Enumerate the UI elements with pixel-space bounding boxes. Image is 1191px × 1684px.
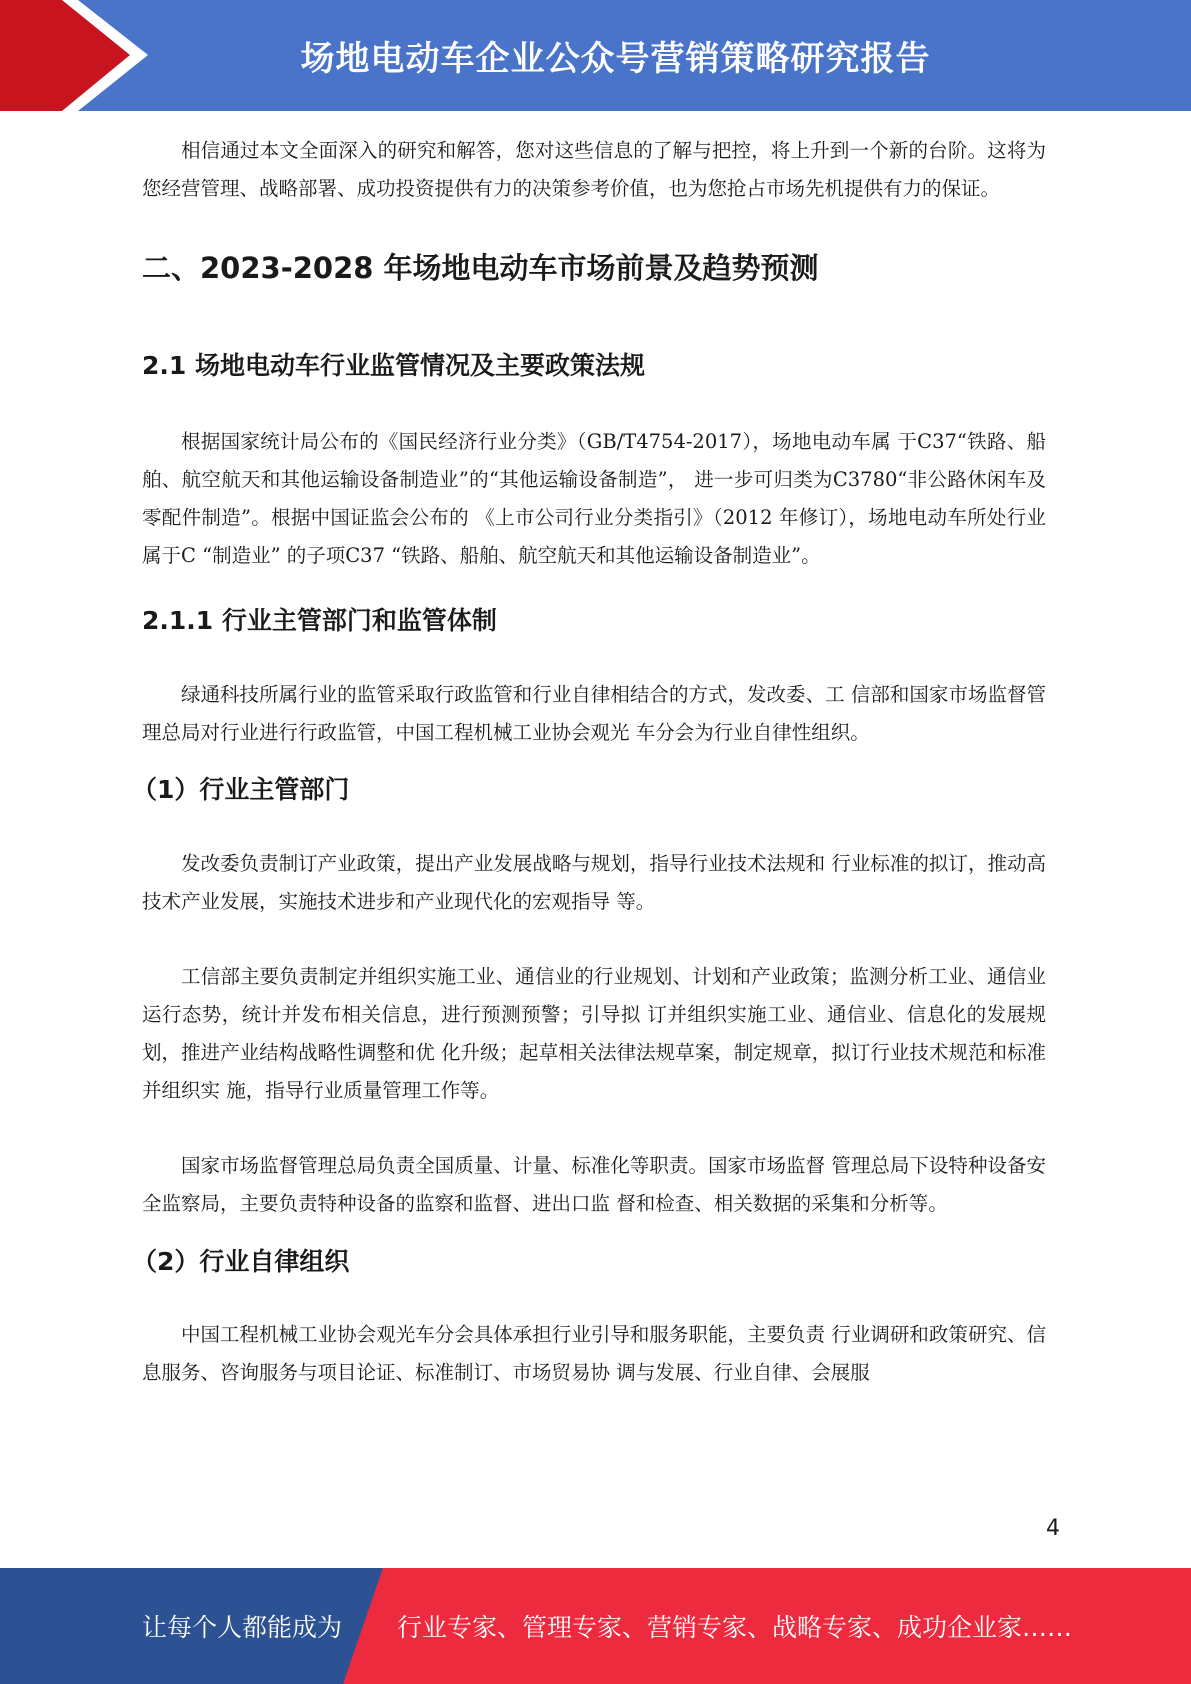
subsection-2-1-1-heading: 2.1.1 行业主管部门和监管体制 [142, 606, 497, 635]
item-2-paragraph: 中国工程机械工业协会观光车分会具体承担行业引导和服务职能，主要负责 行业调研和政策研究、信息服务、咨询服务与项目论证、标准制订、市场贸易协 调与发展、行业自律、会展服 [142, 1323, 1046, 1384]
section-heading: 二、2023-2028 年场地电动车市场前景及趋势预测 [142, 251, 819, 285]
intro-paragraph: 相信通过本文全面深入的研究和解答，您对这些信息的了解与把控，将上升到一个新的台阶。这将为您经营管理、战略部署、成功投资提供有力的决策参考价值，也为您抢占市场先机提供有力的保证。 [142, 139, 1046, 200]
report-title: 场地电动车企业公众号营销策略研究报告 [300, 39, 931, 79]
item-2-heading: （2）行业自律组织 [132, 1247, 350, 1276]
item-1-paragraph-2: 工信部主要负责制定并组织实施工业、通信业的行业规划、计划和产业政策；监测分析工业、通信业运行态势，统计并发布相关信息，进行预测预警；引导拟 订并组织实施工业、通信业、信息化的发展规划，推进产业结构战略性调整和优 化升级；起草相关法律法规草案，制定规章，拟订行业技术规范和标准并组织实 施，指导行业质量管理工作等。 [142, 965, 1046, 1102]
item-1-paragraph-3: 国家市场监督管理总局负责全国质量、计量、标准化等职责。国家市场监督 管理总局下设特种设备安全监察局，主要负责特种设备的监察和监督、进出口监 督和检查、相关数据的采集和分析等。 [142, 1154, 1046, 1215]
footer-slogan-left: 让每个人都能成为 [142, 1613, 343, 1642]
subsection-2-1-heading: 2.1 场地电动车行业监管情况及主要政策法规 [142, 351, 645, 380]
subsection-2-1-1-paragraph: 绿通科技所属行业的监管采取行政监管和行业自律相结合的方式，发改委、工 信部和国家市场监督管理总局对行业进行行政监管，中国工程机械工业协会观光 车分会为行业自律性组织。 [142, 683, 1046, 744]
footer-banner [0, 1568, 1191, 1684]
page-number: 4 [1046, 1516, 1060, 1541]
footer-slogan-right: 行业专家、管理专家、营销专家、战略专家、成功企业家…… [397, 1613, 1073, 1642]
subsection-2-1-paragraph: 根据国家统计局公布的《国民经济行业分类》（GB/T4754-2017），场地电动车属 于C37“铁路、船舶、航空航天和其他运输设备制造业”的“其他运输设备制造”， 进一步可归类为C3780“非公路休闲车及零配件制造”。根据中国证监会公布的 《上市公司行业分类指引》（2012 年修订），场地电动车所处行业属于C “制造业” 的子项C37 “铁路、船舶、航空航天和其他运输设备制造业”。 [142, 430, 1046, 567]
header-banner [0, 0, 1191, 111]
item-1-heading: （1）行业主管部门 [132, 775, 350, 804]
item-1-paragraph-1: 发改委负责制订产业政策，提出产业发展战略与规划，指导行业技术法规和 行业标准的拟订，推动高技术产业发展，实施技术进步和产业现代化的宏观指导 等。 [142, 852, 1046, 913]
page-body [132, 132, 1046, 1392]
